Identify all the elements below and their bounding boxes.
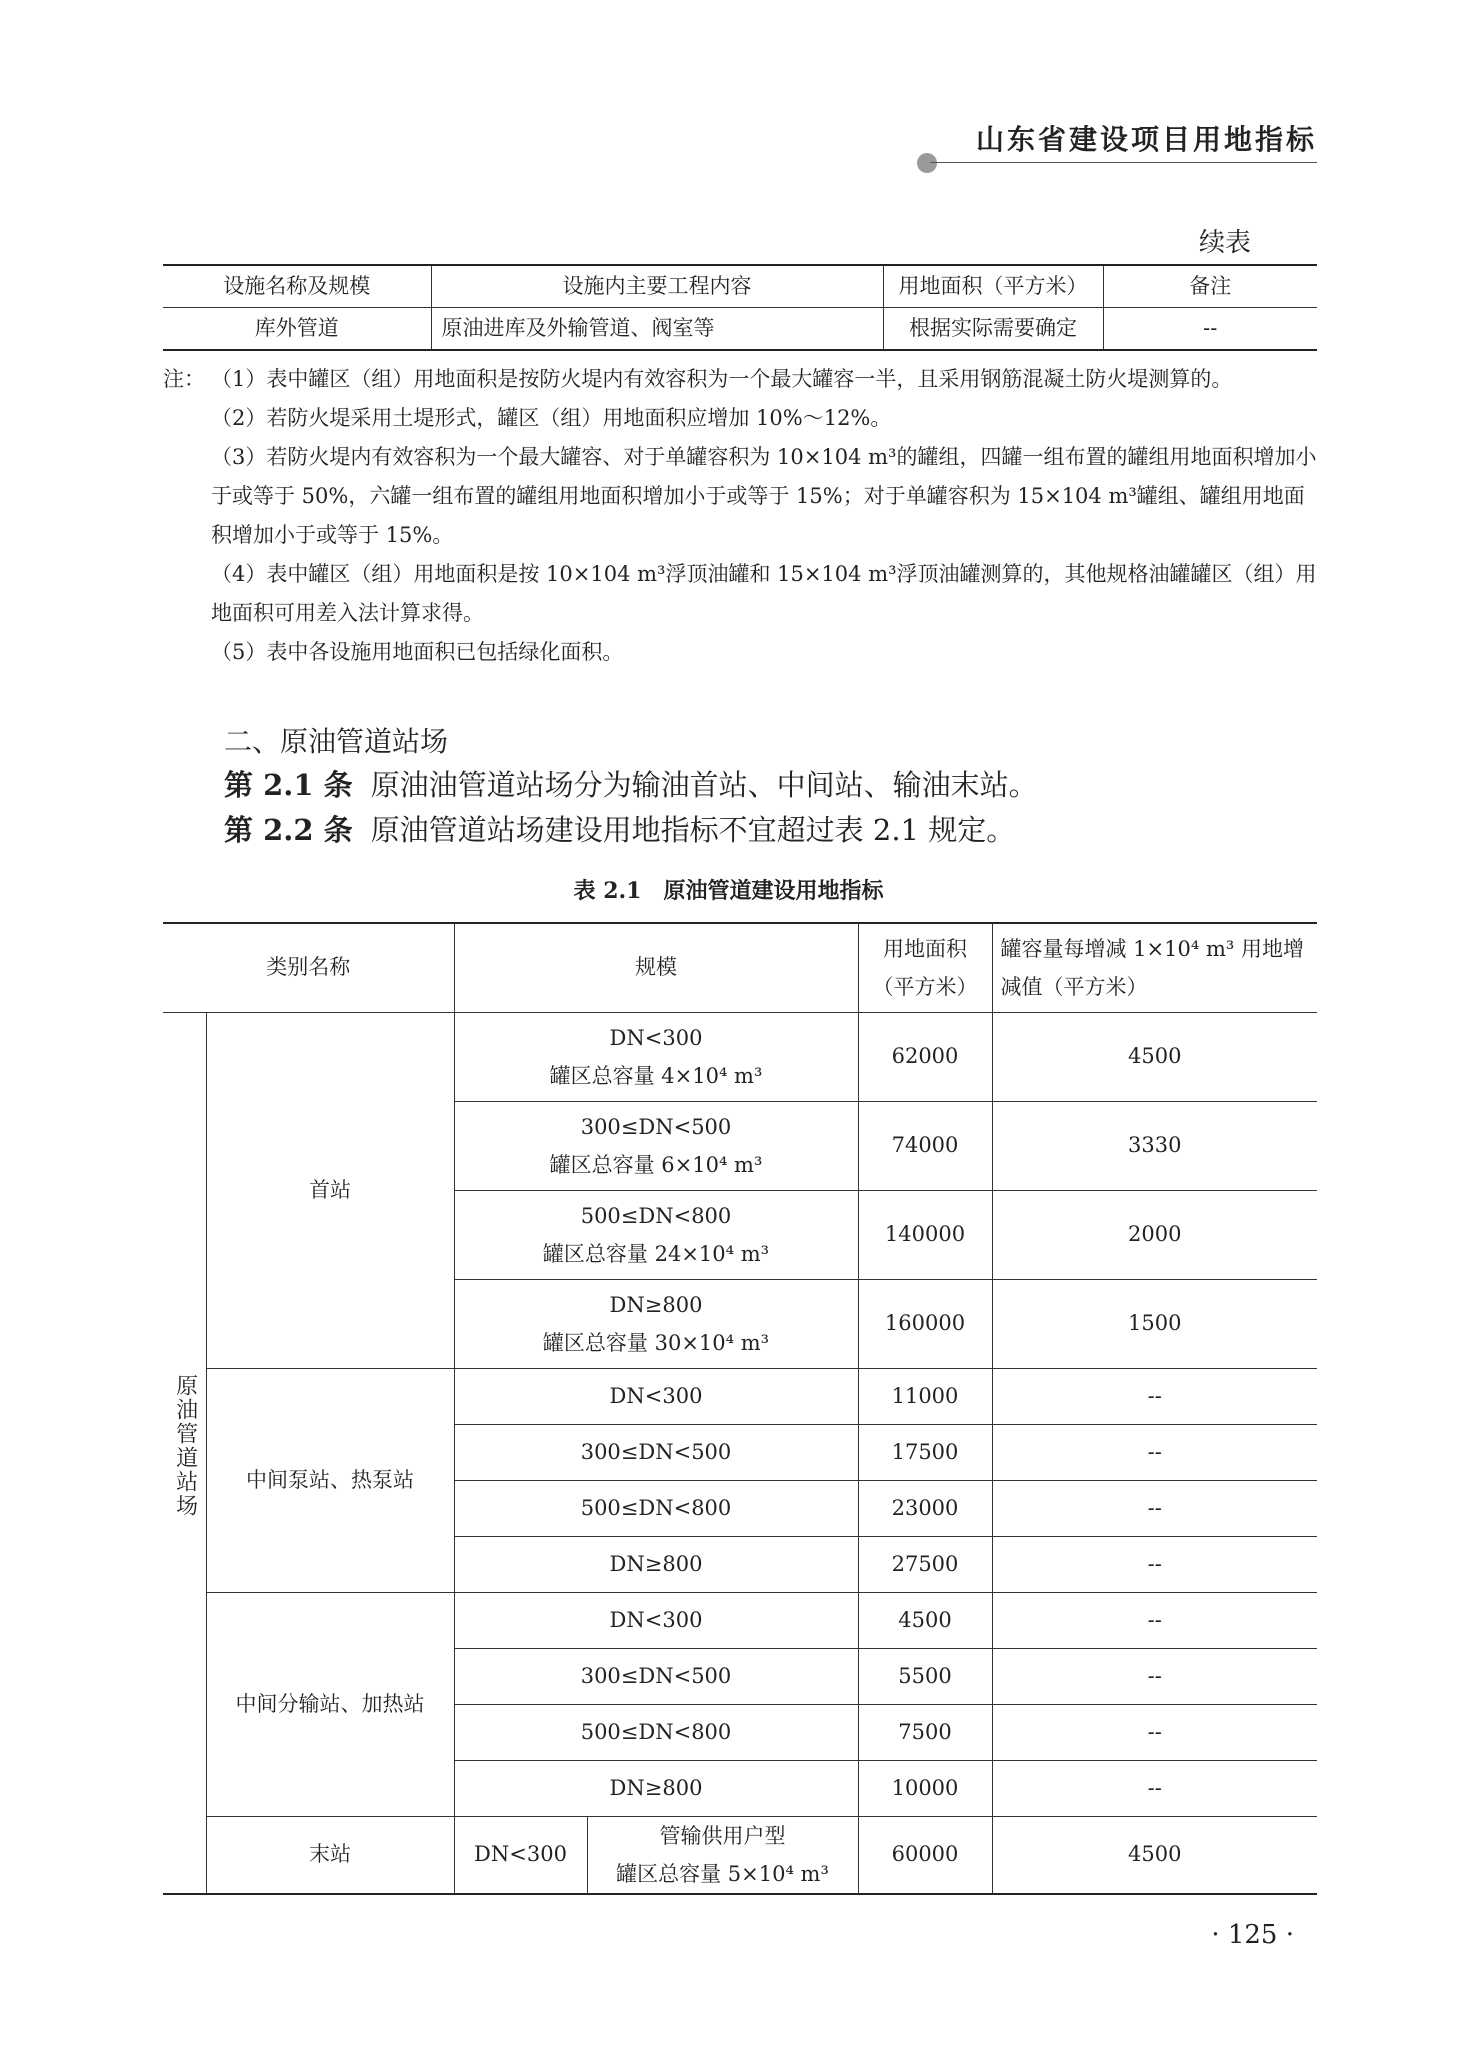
table-header-row: [163, 265, 1317, 308]
article-text: 原油管道站场建设用地指标不宜超过表 2.1 规定。: [370, 813, 1016, 847]
article: [224, 763, 1038, 804]
area-cell: 17500: [858, 1424, 992, 1480]
increment-cell: --: [992, 1704, 1317, 1760]
notes-block: [163, 360, 1317, 672]
table-row: [163, 1816, 1317, 1894]
header-cell: 设施内主要工程内容: [431, 265, 883, 308]
header-bullet-icon: [917, 153, 937, 173]
scale-cell: 500≤DN<800 罐区总容量 24×10⁴ m³: [454, 1190, 858, 1279]
increment-cell: --: [992, 1592, 1317, 1648]
header-cell: 备注: [1103, 265, 1317, 308]
increment-cell: --: [992, 1648, 1317, 1704]
note-item: （3）若防火堤内有效容积为一个最大罐容、对于单罐容积为 10×104 m³的罐组，四罐一组布置的罐组用地面积增加小于或等于 50%，六罐一组布置的罐组用地面积增加小于或等于 15%；对于单罐容积为 15×104 m³罐组、罐组用地面积增加小于或等于 15%。: [211, 445, 1317, 547]
continued-label: 续表: [1198, 228, 1251, 258]
area-cell: 11000: [858, 1368, 992, 1424]
notes-lead: 注：: [163, 367, 205, 391]
note-item: （5）表中各设施用地面积已包括绿化面积。: [211, 640, 624, 664]
category-cell: 中间泵站、热泵站: [206, 1368, 454, 1592]
increment-cell: --: [992, 1760, 1317, 1816]
note-item: 注： （1）表中罐区（组）用地面积是按防火堤内有效容积为一个最大罐容一半，且采用钢筋混凝土防火堤测算的。: [211, 360, 1317, 399]
area-cell: 10000: [858, 1760, 992, 1816]
scale-cell: 500≤DN<800: [454, 1704, 858, 1760]
scale-cell: 管输供用户型 罐区总容量 5×10⁴ m³: [587, 1816, 858, 1894]
header-area: 用地面积 （平方米）: [858, 923, 992, 1012]
table-row: [163, 308, 1317, 351]
table-header-row: [163, 923, 1317, 1012]
table-cell: 原油进库及外输管道、阀室等: [431, 308, 883, 351]
table-row: [163, 1368, 1317, 1424]
increment-cell: --: [992, 1480, 1317, 1536]
note-item: （4）表中罐区（组）用地面积是按 10×104 m³浮顶油罐和 15×104 m³浮顶油罐测算的，其他规格油罐罐区（组）用地面积可用差入法计算求得。: [211, 562, 1317, 625]
article: [224, 808, 1015, 849]
increment-cell: --: [992, 1536, 1317, 1592]
note-item: （2）若防火堤采用土堤形式，罐区（组）用地面积应增加 10%～12%。: [211, 406, 892, 430]
area-cell: 5500: [858, 1648, 992, 1704]
header-cell: 用地面积（平方米）: [883, 265, 1103, 308]
increment-cell: --: [992, 1368, 1317, 1424]
article-number: 第 2.1 条: [224, 768, 353, 802]
increment-cell: 3330: [992, 1101, 1317, 1190]
header-scale: 规模: [454, 923, 858, 1012]
scale-dn-cell: DN<300: [454, 1816, 587, 1894]
area-cell: 160000: [858, 1279, 992, 1368]
category-cell: 首站: [206, 1012, 454, 1368]
category-cell: 末站: [206, 1816, 454, 1894]
table-cell: 根据实际需要确定: [883, 308, 1103, 351]
scale-cell: DN<300: [454, 1592, 858, 1648]
area-cell: 140000: [858, 1190, 992, 1279]
area-cell: 7500: [858, 1704, 992, 1760]
header-cell: 设施名称及规模: [163, 265, 431, 308]
scale-cell: 300≤DN<500: [454, 1648, 858, 1704]
increment-cell: 2000: [992, 1190, 1317, 1279]
scale-cell: DN≥800: [454, 1536, 858, 1592]
scale-cell: 300≤DN<500 罐区总容量 6×10⁴ m³: [454, 1101, 858, 1190]
article-text: 原油油管道站场分为输油首站、中间站、输油末站。: [370, 768, 1038, 802]
table-row: [163, 1592, 1317, 1648]
header-category: 类别名称: [163, 923, 454, 1012]
scale-cell: DN≥800 罐区总容量 30×10⁴ m³: [454, 1279, 858, 1368]
increment-cell: 1500: [992, 1279, 1317, 1368]
increment-cell: --: [992, 1424, 1317, 1480]
article-number: 第 2.2 条: [224, 813, 353, 847]
increment-cell: 4500: [992, 1012, 1317, 1101]
area-cell: 23000: [858, 1480, 992, 1536]
land-use-table: [163, 922, 1317, 1895]
area-cell: 74000: [858, 1101, 992, 1190]
scale-cell: DN<300: [454, 1368, 858, 1424]
table-cell: --: [1103, 308, 1317, 351]
scale-cell: 500≤DN<800: [454, 1480, 858, 1536]
section-heading: 二、原油管道站场: [224, 725, 449, 758]
scale-cell: DN<300 罐区总容量 4×10⁴ m³: [454, 1012, 858, 1101]
category-cell: 中间分输站、加热站: [206, 1592, 454, 1816]
table-cell: 库外管道: [163, 308, 431, 351]
increment-cell: 4500: [992, 1816, 1317, 1894]
header-increment: 罐容量每增减 1×10⁴ m³ 用地增 减值（平方米）: [992, 923, 1317, 1012]
page-number: · 125 ·: [1211, 1920, 1294, 1950]
continued-table: [163, 264, 1317, 351]
scale-cell: DN≥800: [454, 1760, 858, 1816]
table-caption: 表 2.1 原油管道建设用地指标: [573, 878, 884, 904]
header-rule: [930, 162, 1317, 163]
area-cell: 27500: [858, 1536, 992, 1592]
scale-cell: 300≤DN<500: [454, 1424, 858, 1480]
table-row: [163, 1012, 1317, 1101]
running-header-title: 山东省建设项目用地指标: [975, 123, 1317, 156]
area-cell: 60000: [858, 1816, 992, 1894]
group-label: 原油管道站场: [163, 1012, 206, 1894]
area-cell: 4500: [858, 1592, 992, 1648]
area-cell: 62000: [858, 1012, 992, 1101]
